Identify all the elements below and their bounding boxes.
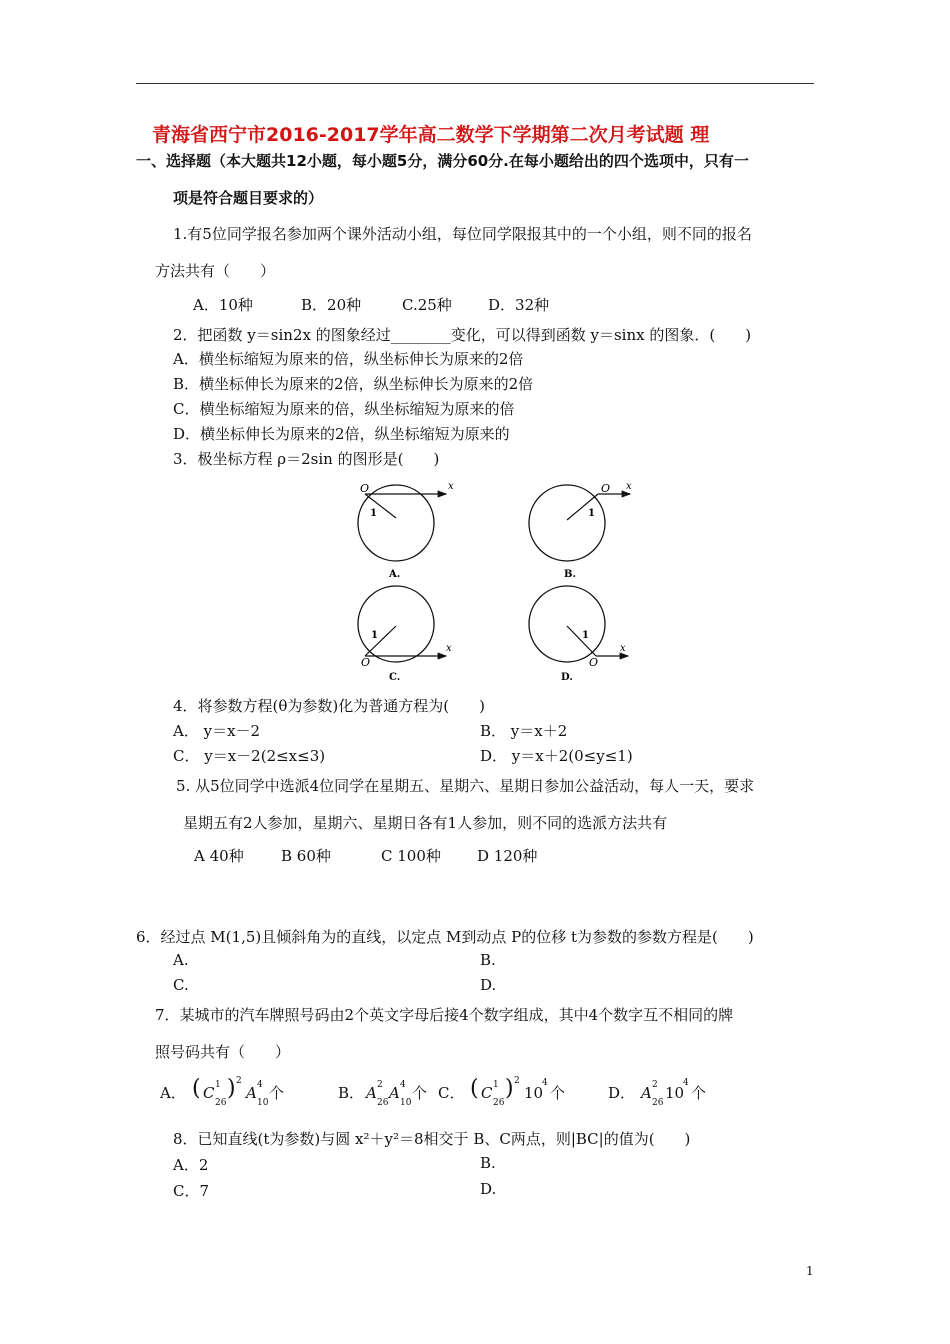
header-rule [136,83,814,84]
q8-option-b: B. [480,1154,496,1172]
q3-figure-a [358,481,454,580]
q3-a-label: A. [389,569,401,580]
q7-option-b-letter: B． [338,1084,365,1102]
q8-option-d: D. [480,1180,497,1198]
q7-option-a-letter: A． [160,1084,186,1102]
q7-c-pow: 4 [542,1078,548,1088]
q7-d-base: 10 [665,1084,685,1102]
q7-b-a2-sup: 4 [400,1080,406,1090]
q4-option-a: A． y＝x－2 [173,722,261,740]
q7-b-a1-sup: 2 [377,1080,383,1090]
q5-stem-line1: 5. 从5位同学中选派4位同学在星期五、星期六、星期日参加公益活动，每人一天，要求 [176,777,755,795]
q6-option-d: D. [480,976,497,994]
section-heading-line1: 一、选择题（本大题共12小题，每小题5分，满分60分.在每小题给出的四个选项中，只有一 [136,152,749,170]
q2-option-d: D．横坐标伸长为原来的2倍，纵坐标缩短为原来的 [173,425,510,443]
q5-option-a: A 40种 [194,847,244,865]
q7-option-c: C． ( C 1 26 ) 2 10 4 个 [438,1076,566,1108]
q1-stem-line2: 方法共有（ ） [155,262,276,280]
q3-c-origin: O [361,656,371,669]
q7-d-pow: 4 [683,1078,689,1088]
q7-c-base: 10 [524,1084,544,1102]
q7-option-d [608,1076,718,1112]
q2-option-a: A．横坐标缩短为原来的倍，纵坐标伸长为原来的2倍 [173,350,524,368]
q7-stem-line2: 照号码共有（ ） [155,1043,291,1061]
q7-c-c-sup: 1 [493,1080,499,1090]
q7-d-a: A [641,1084,652,1102]
q3-figure [350,476,640,686]
q5-stem-line2: 星期五有2人参加，星期六、星期日各有1人参加，则不同的选派方法共有 [183,814,668,832]
q7-c-c: C [481,1084,493,1102]
q2-option-c: C．横坐标缩短为原来的倍，纵坐标缩短为原来的倍 [173,400,515,418]
q4-option-c: C． y＝x－2(2≤x≤3) [173,747,326,765]
q1-option-d: D．32种 [488,296,550,314]
q7-b-a1: A [366,1084,377,1102]
section-heading-line2: 项是符合题目要求的） [173,189,324,207]
q2-stem: 2．把函数 y＝sin2x 的图象经过________变化，可以得到函数 y＝sinx 的图象．( ) [173,326,752,344]
q6-stem: 6．经过点 M(1,5)且倾斜角为的直线，以定点 M到动点 P的位移 t为参数的参数方程是( ) [136,928,754,946]
q7-a-exp: 2 [236,1076,242,1086]
q8-stem: 8．已知直线(t为参数)与圆 x²＋y²＝8相交于 B、C两点，则|BC|的值为( ) [173,1130,691,1148]
q7-b-a2: A [389,1084,400,1102]
q7-option-c-letter: C． [438,1084,465,1102]
q3-d-origin: O [589,656,599,669]
q3-c-axis: x [446,643,452,654]
q4-option-b: B． y＝x＋2 [480,722,568,740]
q5-option-c: C 100种 [381,847,441,865]
q4-stem: 4．将参数方程(θ为参数)化为普通方程为( ) [173,697,485,715]
q2-option-b: B．横坐标伸长为原来的2倍，纵坐标伸长为原来的2倍 [173,375,534,393]
q6-option-a: A. [173,951,189,969]
q3-a-axis: x [448,481,454,492]
q7-b-a2-sub: 10 [400,1098,412,1108]
q3-d-axis: x [620,643,626,654]
q3-b-radius: 1 [588,508,595,519]
q7-a-c-sup: 1 [215,1080,221,1090]
q1-option-a: A．10种 [193,296,253,314]
q7-a-a: A [246,1084,257,1102]
q7-d-unit: 个 [691,1084,707,1102]
q7-a-c: C [203,1084,215,1102]
q3-b-origin: O [601,482,611,495]
q3-figure-c [358,586,452,683]
q7-d-a-sub: 26 [652,1098,664,1108]
q7-option-d-letter: D． [608,1084,636,1102]
q3-figure-d [529,586,628,683]
q7-b-a1-sub: 26 [377,1098,389,1108]
q7-a-c-sub: 26 [215,1098,227,1108]
q3-a-origin: O [360,482,370,495]
q6-option-c: C. [173,976,189,994]
q3-b-label: B. [564,569,576,580]
page-number: 1 [806,1264,814,1278]
q7-c-unit: 个 [550,1084,566,1102]
q7-a-a-sup: 4 [257,1080,263,1090]
q5-option-d: D 120种 [477,847,538,865]
q8-option-c: C．7 [173,1182,210,1200]
q1-option-b: B．20种 [301,296,362,314]
q5-option-b: B 60种 [281,847,331,865]
q3-c-label: C. [389,672,401,683]
q7-b-unit: 个 [412,1084,428,1102]
page-title: 青海省西宁市2016-2017学年高二数学下学期第二次月考试题 理 [152,124,710,146]
q8-option-a: A．2 [173,1156,209,1174]
q7-option-b [338,1076,438,1112]
q3-figure-b [529,481,632,580]
q7-d-a-sup: 2 [652,1080,658,1090]
q1-option-c: C.25种 [402,296,452,314]
q7-c-exp: 2 [514,1076,520,1086]
q6-option-b: B. [480,951,496,969]
q7-option-a: A． ( C 1 26 ) 2 A 4 10 个 [160,1076,285,1108]
q7-a-a-sub: 10 [257,1098,269,1108]
q3-a-radius: 1 [370,508,377,519]
q1-stem-line1: 1.有5位同学报名参加两个课外活动小组，每位同学限报其中的一个小组，则不同的报名 [173,225,752,243]
q7-c-c-sub: 26 [493,1098,505,1108]
q3-c-radius: 1 [371,630,378,641]
q3-b-axis: x [626,481,632,492]
q3-d-label: D. [561,672,573,683]
q7-a-unit: 个 [269,1084,285,1102]
q3-stem: 3．极坐标方程 ρ＝2sin 的图形是( ) [173,450,440,468]
q3-d-radius: 1 [582,630,589,641]
q7-stem-line1: 7．某城市的汽车牌照号码由2个英文字母后接4个数字组成，其中4个数字互不相同的牌 [155,1006,734,1024]
q4-option-d: D． y＝x＋2(0≤y≤1) [480,747,633,765]
